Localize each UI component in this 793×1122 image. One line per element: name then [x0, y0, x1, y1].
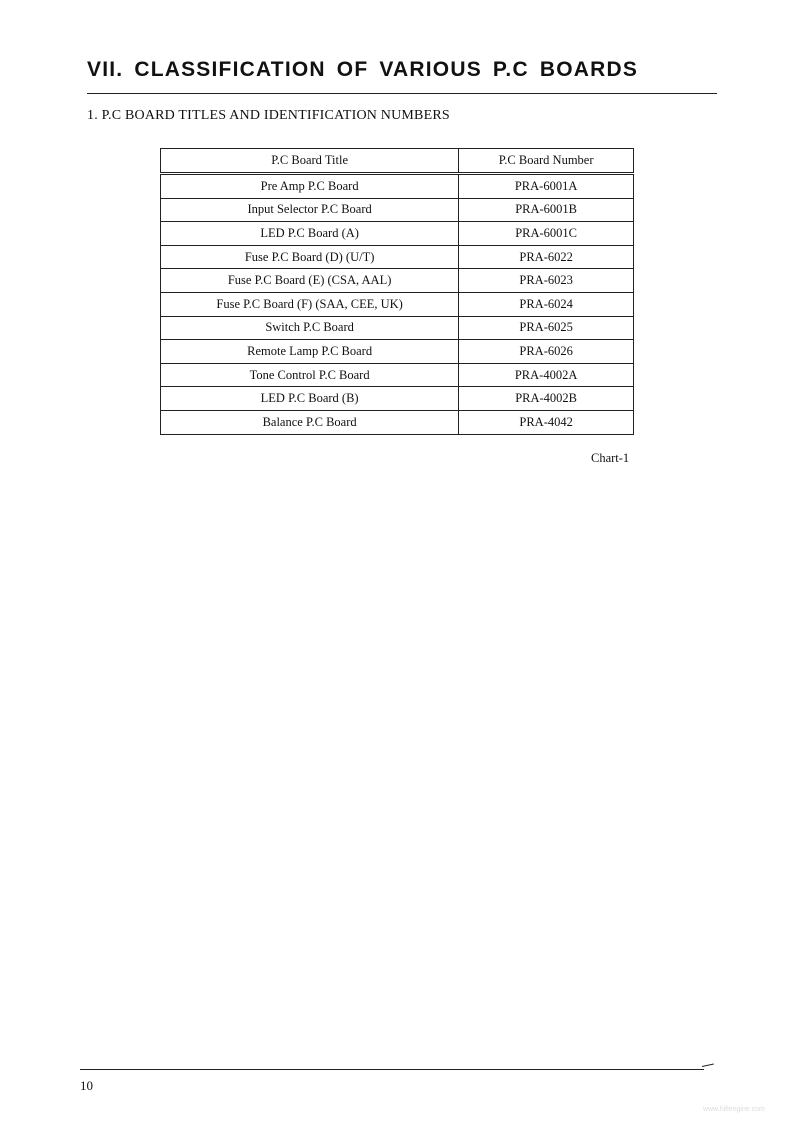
board-number-cell: PRA-4002A [459, 363, 634, 387]
footer-divider [80, 1069, 704, 1070]
table-row [161, 222, 634, 246]
board-number-cell: PRA-6022 [459, 245, 634, 269]
board-number-cell: PRA-4002B [459, 387, 634, 411]
pc-board-table [160, 148, 634, 435]
table-row [161, 245, 634, 269]
board-title-cell: Fuse P.C Board (F) (SAA, CEE, UK) [161, 292, 459, 316]
chart-label: Chart-1 [591, 451, 630, 465]
watermark: www.hifiengine.com [703, 1106, 765, 1113]
table-row [161, 340, 634, 364]
title-divider [87, 93, 717, 94]
section-heading: 1. P.C BOARD TITLES AND IDENTIFICATION NUMBERS [87, 108, 450, 123]
board-number-cell: PRA-6001C [459, 222, 634, 246]
board-number-cell: PRA-6025 [459, 316, 634, 340]
board-title-cell: Input Selector P.C Board [161, 198, 459, 222]
table-row [161, 269, 634, 293]
column-header-number: P.C Board Number [459, 149, 634, 174]
table-row [161, 292, 634, 316]
board-title-cell: LED P.C Board (A) [161, 222, 459, 246]
table-row [161, 363, 634, 387]
table-row [161, 174, 634, 199]
board-title-cell: Switch P.C Board [161, 316, 459, 340]
board-number-cell: PRA-6026 [459, 340, 634, 364]
column-header-title: P.C Board Title [161, 149, 459, 174]
board-number-cell: PRA-6001B [459, 198, 634, 222]
footer-divider-tail [702, 1064, 714, 1067]
table-row [161, 387, 634, 411]
table-row [161, 198, 634, 222]
board-title-cell: Fuse P.C Board (E) (CSA, AAL) [161, 269, 459, 293]
page-number: 10 [80, 1078, 93, 1093]
board-title-cell: Tone Control P.C Board [161, 363, 459, 387]
board-number-cell: PRA-4042 [459, 410, 634, 434]
board-number-cell: PRA-6023 [459, 269, 634, 293]
board-title-cell: LED P.C Board (B) [161, 387, 459, 411]
board-title-cell: Balance P.C Board [161, 410, 459, 434]
board-number-cell: PRA-6024 [459, 292, 634, 316]
table-header-row [161, 149, 634, 174]
table-row [161, 316, 634, 340]
page-title: VII. CLASSIFICATION OF VARIOUS P.C BOARDS [87, 58, 639, 81]
table-row [161, 410, 634, 434]
board-title-cell: Fuse P.C Board (D) (U/T) [161, 245, 459, 269]
board-number-cell: PRA-6001A [459, 174, 634, 199]
board-title-cell: Remote Lamp P.C Board [161, 340, 459, 364]
board-title-cell: Pre Amp P.C Board [161, 174, 459, 199]
